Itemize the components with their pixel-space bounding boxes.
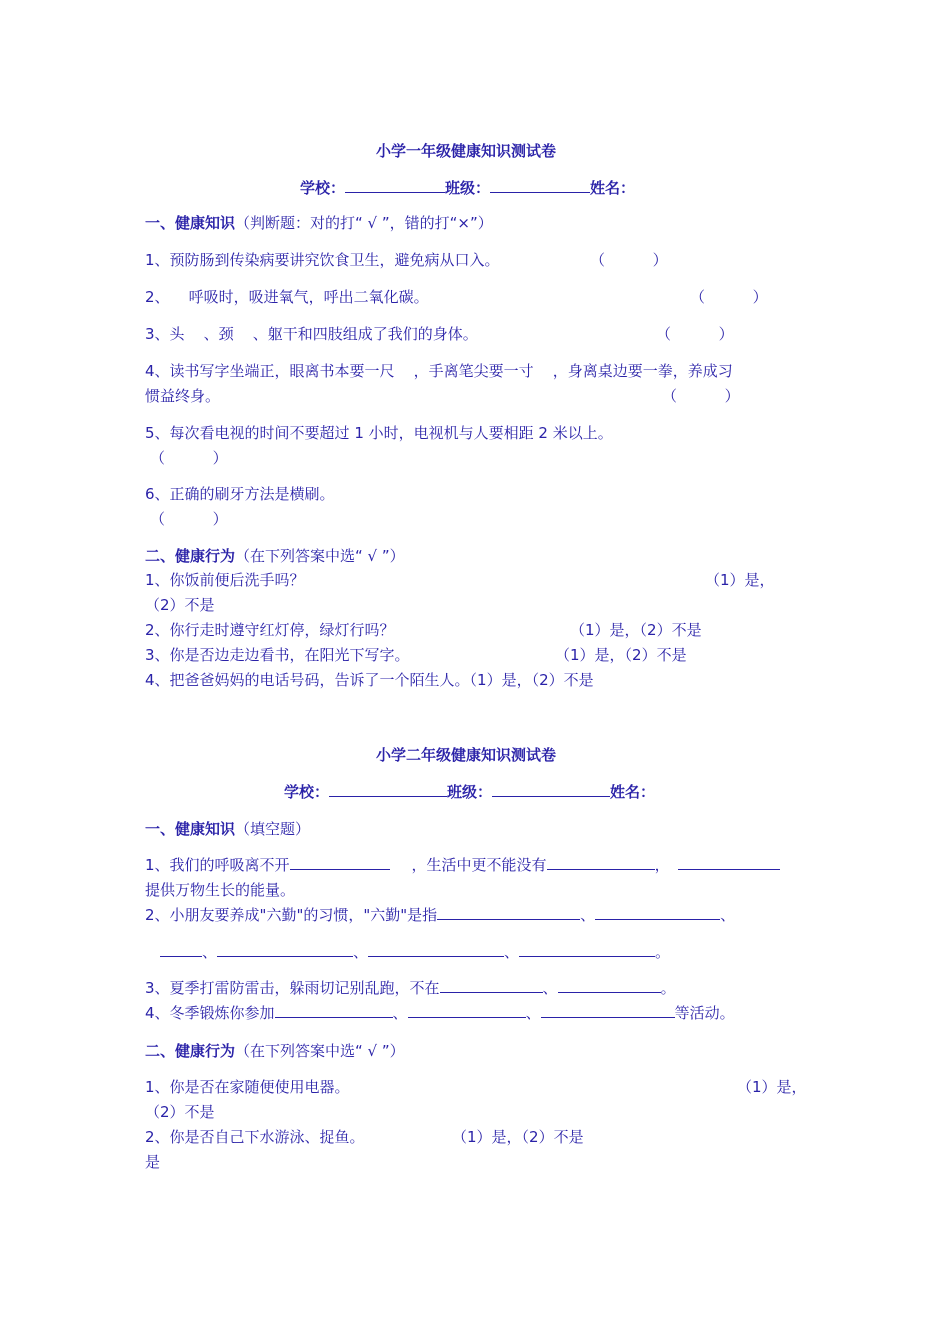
judge-question-1: 1、预防肠到传染病要讲究饮食卫生，避免病从口入。 — [145, 251, 500, 269]
school-label: 学校： — [300, 179, 346, 197]
fill-blank[interactable] — [408, 1003, 526, 1018]
judge-question-3: 3、头 、颈 、躯干和四肢组成了我们的身体。 — [145, 325, 478, 343]
answer-paren[interactable]: （ ） — [590, 251, 668, 269]
fill-blank[interactable] — [541, 1003, 675, 1018]
behavior-option[interactable]: （1）是，（2）不是 — [555, 646, 687, 664]
school-blank[interactable] — [329, 782, 447, 797]
judge-question-4: 4、读书写字坐端正，眼离书本要一尺 ，手离笔尖要一寸 ，身离桌边要一拳，养成习 — [145, 362, 733, 380]
behavior-question-3: 3、你是否边走边看书，在阳光下写字。 — [145, 646, 410, 664]
behavior-option[interactable]: （1）是，（2）不是 — [452, 1128, 584, 1146]
fill-blank[interactable] — [368, 942, 504, 957]
fill-blank[interactable] — [547, 855, 655, 870]
behavior-question-4: 4、把爸爸妈妈的电话号码，告诉了一个陌生人。（1）是，（2）不是 — [145, 671, 594, 689]
judge-question-4-cont: 惯益终身。 — [145, 387, 221, 405]
school-blank[interactable] — [345, 178, 445, 193]
fill-question-4: 4、冬季锻炼你参加 、 、 等活动。 — [145, 1004, 735, 1022]
judge-question-2: 2、 呼吸时，吸进氧气，呼出二氧化碳。 — [145, 288, 429, 306]
behavior-option[interactable]: （2）不是 — [145, 596, 215, 614]
fill-question-2-cont: 、 、 、 。 — [160, 942, 670, 962]
behavior-question-1: 1、你饭前便后洗手吗？ — [145, 571, 305, 589]
fill-question-1-cont: 提供万物生长的能量。 — [145, 881, 296, 899]
behavior-option[interactable]: （1）是， — [705, 571, 775, 589]
class-blank[interactable] — [490, 178, 590, 193]
fill-blank[interactable] — [440, 978, 543, 993]
answer-paren[interactable]: （ ） — [150, 449, 228, 467]
class-label: 班级： — [445, 179, 491, 197]
judge-question-5: 5、每次看电视的时间不要超过 1 小时，电视机与人要相距 2 米以上。 — [145, 424, 613, 442]
behavior-question-1: 1、你是否在家随便使用电器。 — [145, 1078, 350, 1096]
behavior-option[interactable]: （1）是，（2）不是 — [570, 621, 702, 639]
judge-question-6: 6、正确的刷牙方法是横刷。 — [145, 485, 335, 503]
fill-blank[interactable] — [217, 942, 353, 957]
fill-blank[interactable] — [437, 905, 580, 920]
name-label: 姓名： — [610, 783, 656, 801]
answer-paren[interactable]: （ ） — [656, 325, 734, 343]
fill-question-3: 3、夏季打雷防雷击，躲雨切记别乱跑，不在 、 。 — [145, 979, 676, 997]
section1-heading-grade2: 一、健康知识（填空题） — [145, 820, 311, 838]
fill-blank[interactable] — [290, 855, 390, 870]
fill-blank[interactable] — [678, 855, 780, 870]
page-title-grade2: 小学二年级健康知识测试卷 — [376, 746, 557, 764]
behavior-option[interactable]: 是 — [145, 1153, 161, 1171]
fill-question-1: 1、我们的呼吸离不开 ，生活中更不能没有 ， — [145, 855, 780, 875]
info-line-grade2 — [284, 782, 655, 802]
school-label: 学校： — [284, 783, 330, 801]
behavior-option[interactable]: （2）不是 — [145, 1103, 215, 1121]
answer-paren[interactable]: （ ） — [150, 510, 228, 528]
fill-blank[interactable] — [558, 978, 661, 993]
fill-blank[interactable] — [160, 942, 202, 957]
fill-blank[interactable] — [275, 1003, 393, 1018]
fill-question-2: 2、小朋友要养成"六勤"的习惯，"六勤"是指 、 、 — [145, 906, 736, 924]
fill-blank[interactable] — [519, 942, 655, 957]
fill-blank[interactable] — [595, 905, 720, 920]
behavior-question-2: 2、你是否自己下水游泳、捉鱼。 — [145, 1128, 365, 1146]
section1-heading-grade1: 一、健康知识（判断题：对的打“ √ ”，错的打“×”） — [145, 214, 493, 232]
name-label: 姓名： — [590, 179, 636, 197]
section2-heading-grade1: 二、健康行为（在下列答案中选“ √ ”） — [145, 547, 405, 565]
class-blank[interactable] — [492, 782, 610, 797]
behavior-option[interactable]: （1）是， — [737, 1078, 807, 1096]
page-title-grade1: 小学一年级健康知识测试卷 — [376, 142, 557, 160]
info-line-grade1 — [300, 178, 635, 198]
class-label: 班级： — [447, 783, 493, 801]
section2-heading-grade2: 二、健康行为（在下列答案中选“ √ ”） — [145, 1042, 405, 1060]
answer-paren[interactable]: （ ） — [662, 387, 740, 405]
answer-paren[interactable]: （ ） — [690, 288, 768, 306]
behavior-question-2: 2、你行走时遵守红灯停，绿灯行吗？ — [145, 621, 395, 639]
